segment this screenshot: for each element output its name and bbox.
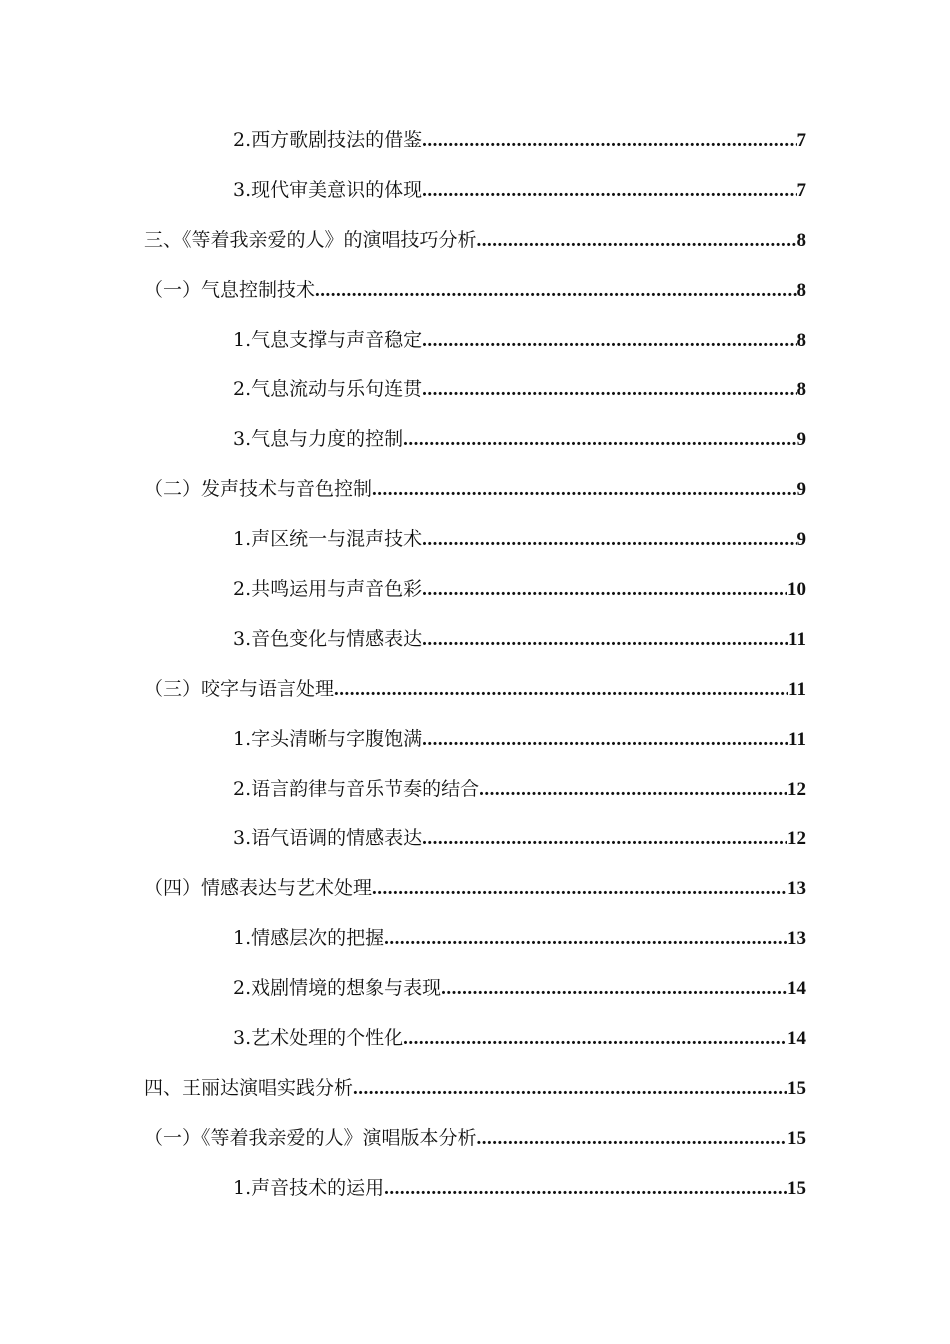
toc-entry-line <box>233 925 806 952</box>
toc-entry[interactable] <box>0 1165 950 1215</box>
toc-entry-line <box>233 177 806 204</box>
toc-dot-leader <box>422 627 788 653</box>
toc-dot-leader <box>422 377 796 403</box>
toc-entry-title: （三）咬字与语言处理 <box>144 677 335 700</box>
toc-page-number: 8 <box>796 329 806 351</box>
toc-page-number: 8 <box>796 229 806 251</box>
toc-page-number: 13 <box>787 928 806 950</box>
toc-entry-line <box>233 376 806 403</box>
toc-entry-line <box>233 975 806 1002</box>
toc-entry-title: 1.字头清晰与字腹饱满 <box>233 727 423 750</box>
toc-entry-title: （二）发声技术与音色控制 <box>144 478 373 501</box>
toc-dot-leader <box>441 976 787 1002</box>
toc-entry-title: 2.共鸣运用与声音色彩 <box>233 578 423 601</box>
toc-entry[interactable] <box>0 466 950 516</box>
toc-entry-title: 1.气息支撑与声音稳定 <box>233 328 423 351</box>
toc-entry[interactable] <box>0 766 950 816</box>
toc-page-number: 9 <box>796 529 806 551</box>
toc-page-number: 8 <box>796 279 806 301</box>
toc-page-number: 11 <box>788 728 806 750</box>
toc-dot-leader <box>422 577 787 603</box>
toc-entry[interactable] <box>0 267 950 317</box>
toc-entry-line <box>233 726 806 753</box>
toc-entry[interactable] <box>0 1115 950 1165</box>
toc-entry-line <box>144 676 806 703</box>
toc-entry-line <box>144 277 806 304</box>
toc-entry-title: 1.声音技术的运用 <box>233 1176 385 1199</box>
toc-page-number: 12 <box>787 778 806 800</box>
toc-entry[interactable] <box>0 516 950 566</box>
toc-entry-title: （一）气息控制技术 <box>144 278 316 301</box>
toc-page-number: 7 <box>796 130 806 151</box>
toc-entry-line <box>144 476 806 503</box>
toc-entry-line <box>144 1075 806 1102</box>
toc-entry-title: 2.西方歌剧技法的借鉴 <box>233 129 423 151</box>
toc-page-number: 14 <box>787 1028 806 1050</box>
toc-page-number: 15 <box>787 1077 806 1099</box>
toc-dot-leader <box>477 1126 787 1152</box>
toc-entry-line <box>233 776 806 803</box>
toc-entry-title: 四、王丽达演唱实践分析 <box>144 1076 354 1099</box>
toc-page-number: 11 <box>788 628 806 650</box>
toc-entry-line <box>233 526 806 553</box>
toc-page-number: 13 <box>787 878 806 900</box>
toc-dot-leader <box>384 1176 787 1202</box>
toc-dot-leader <box>422 328 796 354</box>
toc-dot-leader <box>315 278 796 304</box>
toc-page-number: 9 <box>796 429 806 451</box>
toc-entry[interactable] <box>0 117 950 167</box>
toc-page-number: 10 <box>787 579 806 601</box>
toc-entry-line <box>233 1175 806 1202</box>
toc-dot-leader <box>422 178 796 204</box>
toc-entry-line <box>144 227 806 254</box>
toc-entry-title: 3.语气语调的情感表达 <box>233 827 423 850</box>
toc-dot-leader <box>372 876 787 902</box>
toc-entry-title: 3.气息与力度的控制 <box>233 428 404 451</box>
toc-entry-line <box>233 1025 806 1052</box>
toc-entry-title: 三、《等着我亲爱的人》的演唱技巧分析 <box>144 228 477 251</box>
toc-dot-leader <box>384 926 787 952</box>
toc-dot-leader <box>422 826 787 852</box>
table-of-contents <box>0 117 950 1215</box>
toc-entry-line <box>233 576 806 603</box>
toc-entry[interactable] <box>0 217 950 267</box>
toc-entry[interactable] <box>0 317 950 367</box>
toc-entry-line <box>233 327 806 354</box>
toc-entry[interactable] <box>0 865 950 915</box>
toc-page-number: 11 <box>788 678 806 700</box>
toc-dot-leader <box>353 1076 787 1102</box>
toc-entry-title: 3.艺术处理的个性化 <box>233 1027 404 1050</box>
toc-page-number: 15 <box>787 1177 806 1199</box>
toc-entry[interactable] <box>0 1015 950 1065</box>
toc-page-number: 14 <box>787 978 806 1000</box>
toc-page-number: 7 <box>796 179 806 201</box>
toc-entry[interactable] <box>0 915 950 965</box>
toc-entry[interactable] <box>0 815 950 865</box>
toc-entry-title: （一）《等着我亲爱的人》演唱版本分析 <box>144 1126 477 1149</box>
toc-dot-leader <box>479 777 787 803</box>
toc-entry-line <box>144 875 806 902</box>
toc-dot-leader <box>422 128 796 154</box>
toc-dot-leader <box>422 727 788 753</box>
toc-entry-title: 2.气息流动与乐句连贯 <box>233 378 423 401</box>
toc-entry-title: 3.音色变化与情感表达 <box>233 627 423 650</box>
toc-page-number: 15 <box>787 1127 806 1149</box>
toc-entry[interactable] <box>0 965 950 1015</box>
toc-entry-title: 3.现代审美意识的体现 <box>233 178 423 201</box>
toc-entry[interactable] <box>0 1065 950 1115</box>
toc-entry-line <box>233 825 806 852</box>
toc-dot-leader <box>403 1026 787 1052</box>
toc-dot-leader <box>422 527 796 553</box>
toc-dot-leader <box>372 477 796 503</box>
toc-entry-title: 2.语言韵律与音乐节奏的结合 <box>233 777 480 800</box>
toc-dot-leader <box>403 427 796 453</box>
toc-entry[interactable] <box>0 167 950 217</box>
toc-entry-title: 1.声区统一与混声技术 <box>233 528 423 551</box>
toc-dot-leader <box>334 677 788 703</box>
toc-entry[interactable] <box>0 416 950 466</box>
toc-entry[interactable] <box>0 666 950 716</box>
toc-dot-leader <box>477 228 797 254</box>
toc-entry[interactable] <box>0 716 950 766</box>
toc-entry-line <box>233 626 806 653</box>
toc-entry-line <box>144 1125 806 1152</box>
toc-page-number: 12 <box>787 828 806 850</box>
toc-entry-line <box>233 127 806 154</box>
toc-entry[interactable] <box>0 566 950 616</box>
toc-entry-line <box>233 426 806 453</box>
toc-entry-title: 1.情感层次的把握 <box>233 927 385 950</box>
toc-entry[interactable] <box>0 616 950 666</box>
toc-page-number: 9 <box>796 479 806 501</box>
toc-page-number: 8 <box>796 379 806 401</box>
toc-entry[interactable] <box>0 366 950 416</box>
toc-entry-title: （四）情感表达与艺术处理 <box>144 877 373 900</box>
toc-entry-title: 2.戏剧情境的想象与表现 <box>233 977 442 1000</box>
